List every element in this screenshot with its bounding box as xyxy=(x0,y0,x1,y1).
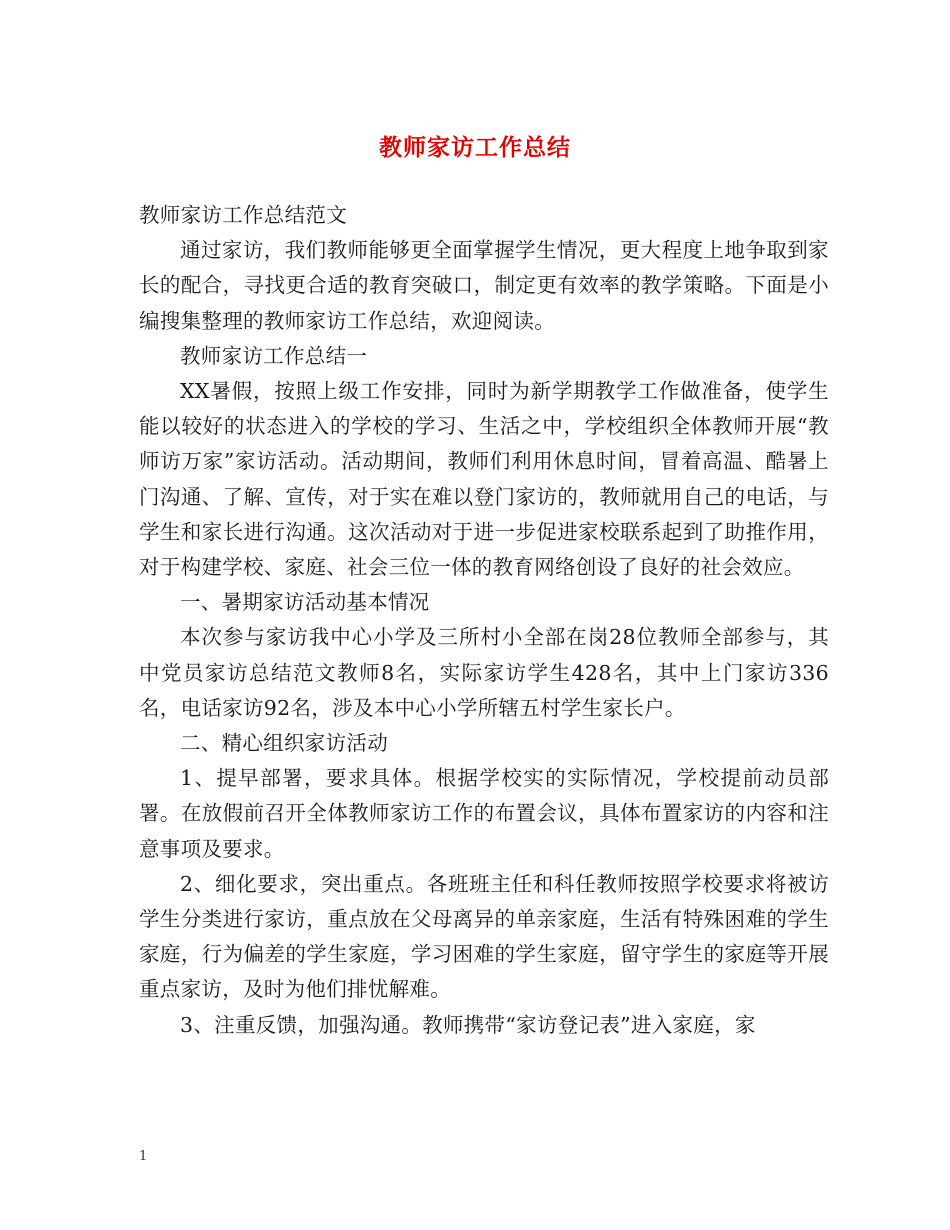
section-heading-summary-one: 教师家访工作总结一 xyxy=(180,343,368,368)
section-heading-basic-situation: 一、暑期家访活动基本情况 xyxy=(180,590,430,615)
section-heading-organize: 二、精心组织家访活动 xyxy=(180,731,388,756)
summary-paragraph: XX暑假，按照上级工作安排，同时为新学期教学工作做准备，使学生能以较好的状态进入的学校的学习、生活之中，学校组织全体教师开展“教师访万家”家访活动。活动期间，教师们利用休息时间，冒着高温、酷暑上门沟通、了解、宣传，对于实在难以登门家访的，教师就用自己的电话，与学生和家长进行沟通。这次活动对于进一步促进家校联系起到了助推作用，对于构建学校、家庭、社会三位一体的教育网络创设了良好的社会效应。 xyxy=(139,379,829,580)
document-body xyxy=(139,198,829,1043)
page-number: 1 xyxy=(139,1149,148,1164)
item-paragraph-2: 2、细化要求，突出重点。各班班主任和科任教师按照学校要求将被访学生分类进行家访，重点放在父母离异的单亲家庭，生活有特殊困难的学生家庭，行为偏差的学生家庭，学习困难的学生家庭，留守学生的家庭等开展重点家访，及时为他们排忧解难。 xyxy=(139,871,829,1002)
basic-situation-paragraph: 本次参与家访我中心小学及三所村小全部在岗28位教师全部参与，其中党员家访总结范文教师8名，实际家访学生428名，其中上门家访336名，电话家访92名，涉及本中心小学所辖五村学生家长户。 xyxy=(139,625,829,720)
item-paragraph-1: 1、提早部署，要求具体。根据学校实的实际情况，学校提前动员部署。在放假前召开全体教师家访工作的布置会议，具体布置家访的内容和注意事项及要求。 xyxy=(139,766,829,861)
item-paragraph-3: 3、注重反馈，加强沟通。教师携带“家访登记表”进入家庭，家 xyxy=(180,1012,756,1037)
document-title: 教师家访工作总结 xyxy=(379,134,571,161)
subtitle-paragraph: 教师家访工作总结范文 xyxy=(139,203,347,227)
intro-paragraph: 通过家访，我们教师能够更全面掌握学生情况，更大程度上地争取到家长的配合，寻找更合适的教育突破口，制定更有效率的教学策略。下面是小编搜集整理的教师家访工作总结，欢迎阅读。 xyxy=(139,238,829,333)
